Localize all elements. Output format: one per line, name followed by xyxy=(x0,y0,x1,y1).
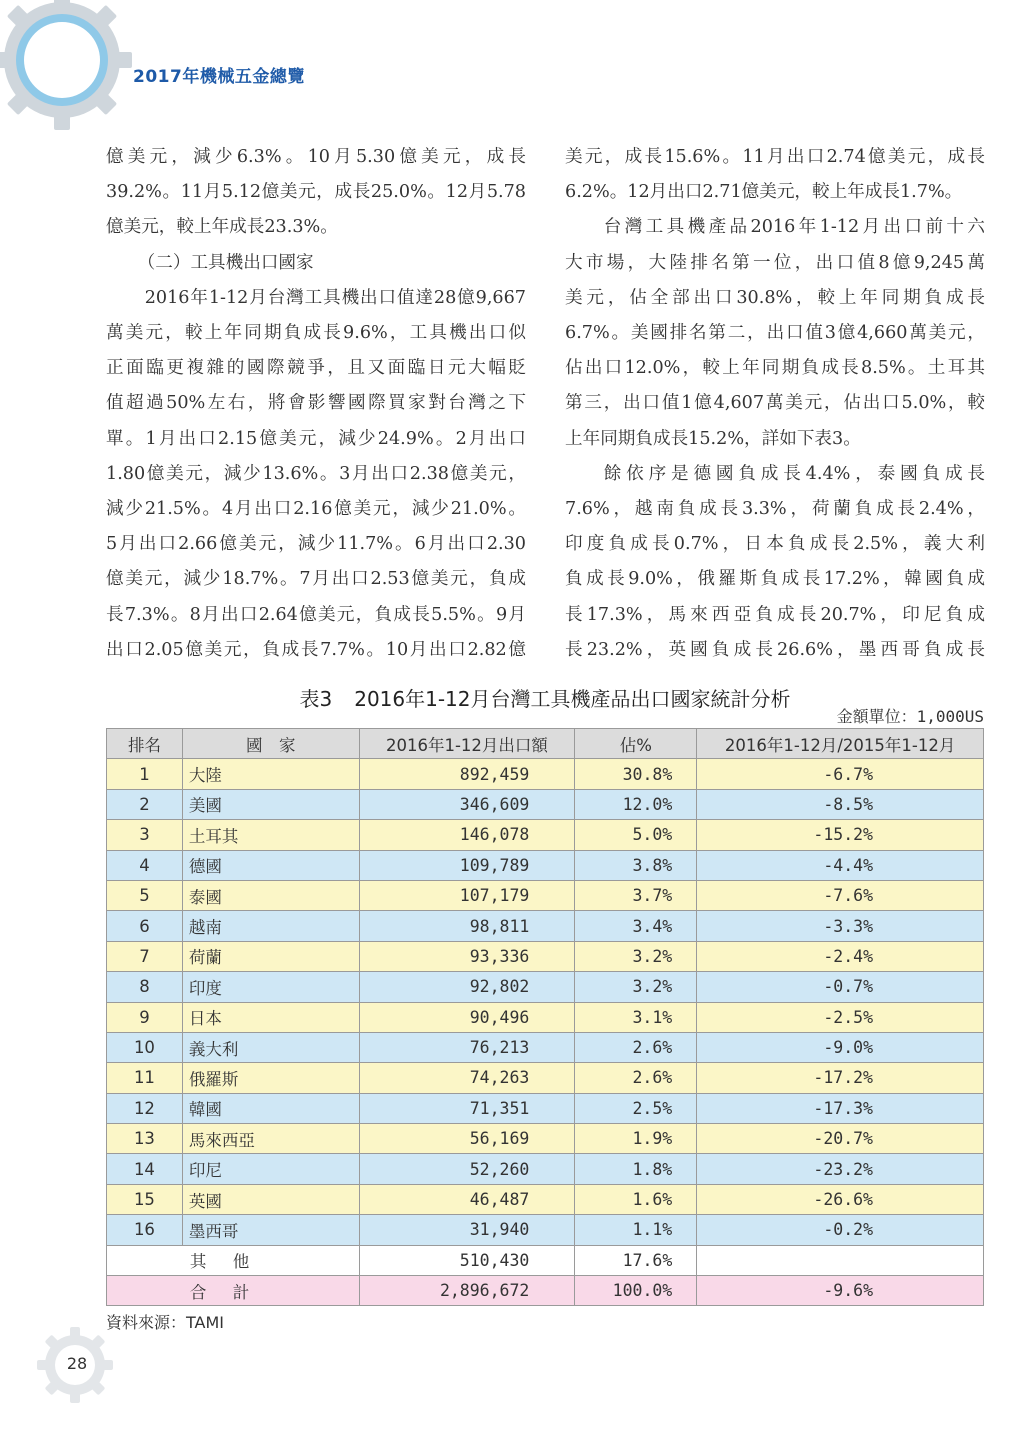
rank-cell: 14 xyxy=(107,1154,183,1184)
amount-cell: 98,811 xyxy=(359,911,575,941)
share-cell: 2.5% xyxy=(575,1093,697,1123)
table-row xyxy=(107,850,984,880)
share-cell: 1.9% xyxy=(575,1124,697,1154)
rank-cell: 16 xyxy=(107,1215,183,1245)
table-row xyxy=(107,820,984,850)
share-cell: 3.8% xyxy=(575,850,697,880)
share-cell: 3.4% xyxy=(575,911,697,941)
amount-cell: 93,336 xyxy=(359,941,575,971)
rank-cell: 6 xyxy=(107,911,183,941)
table-row xyxy=(107,1184,984,1214)
country-cell: 俄羅斯 xyxy=(182,1063,359,1093)
text-line: 減少21.5%。4月出口2.16億美元，減少21.0%。 xyxy=(106,499,526,520)
rank-cell: 10 xyxy=(107,1032,183,1062)
share-cell: 3.7% xyxy=(575,880,697,910)
change-cell: -2.5% xyxy=(697,1002,984,1032)
country-cell: 美國 xyxy=(182,789,359,819)
country-cell: 韓國 xyxy=(182,1093,359,1123)
amount-unit-note: 金額單位：1,000US xyxy=(836,707,984,726)
text-line: 1.80億美元，減少13.6%。3月出口2.38億美元， xyxy=(106,463,526,484)
rank-cell: 9 xyxy=(107,1002,183,1032)
text-line: 上年同期負成長15.2%，詳如下表3。 xyxy=(565,428,861,449)
text-line: 出口2.05億美元，負成長7.7%。10月出口2.82億 xyxy=(106,639,526,660)
table-row xyxy=(107,1063,984,1093)
table-row xyxy=(107,941,984,971)
country-cell: 印度 xyxy=(182,972,359,1002)
column-header-share: 佔% xyxy=(575,729,697,759)
change-cell: -9.0% xyxy=(697,1032,984,1062)
text-line: 39.2%。11月5.12億美元，成長25.0%。12月5.78 xyxy=(106,182,526,203)
share-cell: 2.6% xyxy=(575,1032,697,1062)
country-cell: 泰國 xyxy=(182,880,359,910)
country-cell: 大陸 xyxy=(182,759,359,789)
country-cell: 英國 xyxy=(182,1184,359,1214)
share-cell: 1.1% xyxy=(575,1215,697,1245)
share-cell: 3.1% xyxy=(575,1002,697,1032)
text-line: 7.6%，越南負成長3.3%，荷蘭負成長2.4%， xyxy=(565,499,985,520)
change-cell: -20.7% xyxy=(697,1124,984,1154)
left-text-column xyxy=(106,140,526,668)
table-row xyxy=(107,789,984,819)
text-line: 餘依序是德國負成長4.4%，泰國負成長 xyxy=(603,463,985,484)
table-row xyxy=(107,880,984,910)
rank-cell: 4 xyxy=(107,850,183,880)
change-cell: -8.5% xyxy=(697,789,984,819)
rank-cell: 8 xyxy=(107,972,183,1002)
text-line: 美元，成長15.6%。11月出口2.74億美元，成長 xyxy=(565,147,985,167)
change-cell xyxy=(697,1245,984,1275)
amount-cell: 76,213 xyxy=(359,1032,575,1062)
text-line: 負成長9.0%，俄羅斯負成長17.2%，韓國負成 xyxy=(565,569,985,590)
country-cell: 德國 xyxy=(182,850,359,880)
change-cell: -9.6% xyxy=(697,1276,984,1306)
rank-cell: 11 xyxy=(107,1063,183,1093)
amount-cell: 92,802 xyxy=(359,972,575,1002)
share-cell: 17.6% xyxy=(575,1245,697,1275)
table-row xyxy=(107,759,984,789)
page-number: 28 xyxy=(66,1354,88,1373)
others-label: 其他 xyxy=(107,1245,360,1275)
text-line: 萬美元，較上年同期負成長9.6%，工具機出口似 xyxy=(106,323,526,344)
text-line: 長17.3%，馬來西亞負成長20.7%，印尼負成 xyxy=(565,604,985,625)
text-line: 6.7%。美國排名第二，出口值3億4,660萬美元， xyxy=(565,323,985,344)
data-source-note: 資料來源：TAMI xyxy=(106,1313,225,1332)
country-cell: 馬來西亞 xyxy=(182,1124,359,1154)
table-row xyxy=(107,1124,984,1154)
table-row xyxy=(107,1093,984,1123)
country-cell: 土耳其 xyxy=(182,820,359,850)
amount-cell: 109,789 xyxy=(359,850,575,880)
country-cell: 日本 xyxy=(182,1002,359,1032)
table-row xyxy=(107,1002,984,1032)
rank-cell: 13 xyxy=(107,1124,183,1154)
change-cell: -4.4% xyxy=(697,850,984,880)
country-cell: 義大利 xyxy=(182,1032,359,1062)
change-cell: -2.4% xyxy=(697,941,984,971)
table-label: 表3 xyxy=(299,687,333,711)
amount-cell: 56,169 xyxy=(359,1124,575,1154)
rank-cell: 5 xyxy=(107,880,183,910)
export-statistics-table xyxy=(106,728,984,1306)
amount-cell: 2,896,672 xyxy=(359,1276,575,1306)
country-cell: 印尼 xyxy=(182,1154,359,1184)
total-label: 合計 xyxy=(107,1276,360,1306)
change-cell: -0.2% xyxy=(697,1215,984,1245)
amount-cell: 146,078 xyxy=(359,820,575,850)
amount-cell: 90,496 xyxy=(359,1002,575,1032)
amount-cell: 46,487 xyxy=(359,1184,575,1214)
text-line: 正面臨更複雜的國際競爭，且又面臨日元大幅貶 xyxy=(106,358,526,379)
text-line: 印度負成長0.7%，日本負成長2.5%，義大利 xyxy=(565,534,985,555)
country-cell: 墨西哥 xyxy=(182,1215,359,1245)
rank-cell: 7 xyxy=(107,941,183,971)
text-line: 單。1月出口2.15億美元，減少24.9%。2月出口 xyxy=(106,428,526,449)
table-header-row xyxy=(107,729,984,759)
share-cell: 12.0% xyxy=(575,789,697,819)
amount-cell: 71,351 xyxy=(359,1093,575,1123)
rank-cell: 1 xyxy=(107,759,183,789)
amount-cell: 346,609 xyxy=(359,789,575,819)
gear-decoration-icon xyxy=(0,0,140,138)
share-cell: 5.0% xyxy=(575,820,697,850)
column-header-country: 國 家 xyxy=(182,729,359,759)
share-cell: 3.2% xyxy=(575,972,697,1002)
right-text-column xyxy=(565,140,985,668)
table-row xyxy=(107,1032,984,1062)
column-header-rank: 排名 xyxy=(107,729,183,759)
text-line: 億美元，減少18.7%。7月出口2.53億美元，負成 xyxy=(106,569,526,590)
amount-cell: 892,459 xyxy=(359,759,575,789)
change-cell: -0.7% xyxy=(697,972,984,1002)
change-cell: -26.6% xyxy=(697,1184,984,1214)
text-line: 大市場，大陸排名第一位，出口值8億9,245萬 xyxy=(565,252,985,273)
amount-cell: 52,260 xyxy=(359,1154,575,1184)
others-row xyxy=(107,1245,984,1275)
text-line: 佔出口12.0%，較上年同期負成長8.5%。土耳其 xyxy=(565,358,985,379)
change-cell: -3.3% xyxy=(697,911,984,941)
table-title: 2016年1-12月台灣工具機產品出口國家統計分析 xyxy=(354,687,791,711)
share-cell: 1.6% xyxy=(575,1184,697,1214)
change-cell: -17.2% xyxy=(697,1063,984,1093)
column-header-yoy-change: 2016年1-12月/2015年1-12月 xyxy=(697,729,984,759)
share-cell: 2.6% xyxy=(575,1063,697,1093)
country-cell: 越南 xyxy=(182,911,359,941)
section-subheading: （二）工具機出口國家 xyxy=(137,252,314,273)
text-line: 台灣工具機產品2016年1-12月出口前十六 xyxy=(603,217,985,238)
amount-cell: 74,263 xyxy=(359,1063,575,1093)
table-row xyxy=(107,1215,984,1245)
share-cell: 100.0% xyxy=(575,1276,697,1306)
table-row xyxy=(107,972,984,1002)
share-cell: 30.8% xyxy=(575,759,697,789)
total-row xyxy=(107,1276,984,1306)
text-line: 6.2%。12月出口2.71億美元，較上年成長1.7%。 xyxy=(565,182,963,203)
change-cell: -17.3% xyxy=(697,1093,984,1123)
share-cell: 3.2% xyxy=(575,941,697,971)
rank-cell: 15 xyxy=(107,1184,183,1214)
change-cell: -15.2% xyxy=(697,820,984,850)
table-row xyxy=(107,1154,984,1184)
text-line: 億美元，減少6.3%。10月5.30億美元，成長 xyxy=(106,147,526,167)
text-line: 長7.3%。8月出口2.64億美元，負成長5.5%。9月 xyxy=(106,604,526,625)
text-line: 5月出口2.66億美元，減少11.7%。6月出口2.30 xyxy=(106,534,526,555)
text-line: 值超過50%左右，將會影響國際買家對台灣之下 xyxy=(106,393,526,414)
rank-cell: 2 xyxy=(107,789,183,819)
change-cell: -23.2% xyxy=(697,1154,984,1184)
rank-cell: 3 xyxy=(107,820,183,850)
change-cell: -6.7% xyxy=(697,759,984,789)
table-row xyxy=(107,911,984,941)
amount-cell: 107,179 xyxy=(359,880,575,910)
text-line: 第三，出口值1億4,607萬美元，佔出口5.0%，較 xyxy=(565,393,985,414)
text-line: 美元，佔全部出口30.8%，較上年同期負成長 xyxy=(565,287,985,308)
publication-title: 2017年機械五金總覽 xyxy=(133,67,305,87)
amount-cell: 31,940 xyxy=(359,1215,575,1245)
text-line: 2016年1-12月台灣工具機出口值達28億9,667 xyxy=(144,287,526,308)
rank-cell: 12 xyxy=(107,1093,183,1123)
text-line: 長23.2%，英國負成長26.6%，墨西哥負成長 xyxy=(565,639,985,660)
amount-cell: 510,430 xyxy=(359,1245,575,1275)
change-cell: -7.6% xyxy=(697,880,984,910)
column-header-export-amount: 2016年1-12月出口額 xyxy=(359,729,575,759)
text-line: 億美元，較上年成長23.3%。 xyxy=(106,217,338,238)
country-cell: 荷蘭 xyxy=(182,941,359,971)
share-cell: 1.8% xyxy=(575,1154,697,1184)
